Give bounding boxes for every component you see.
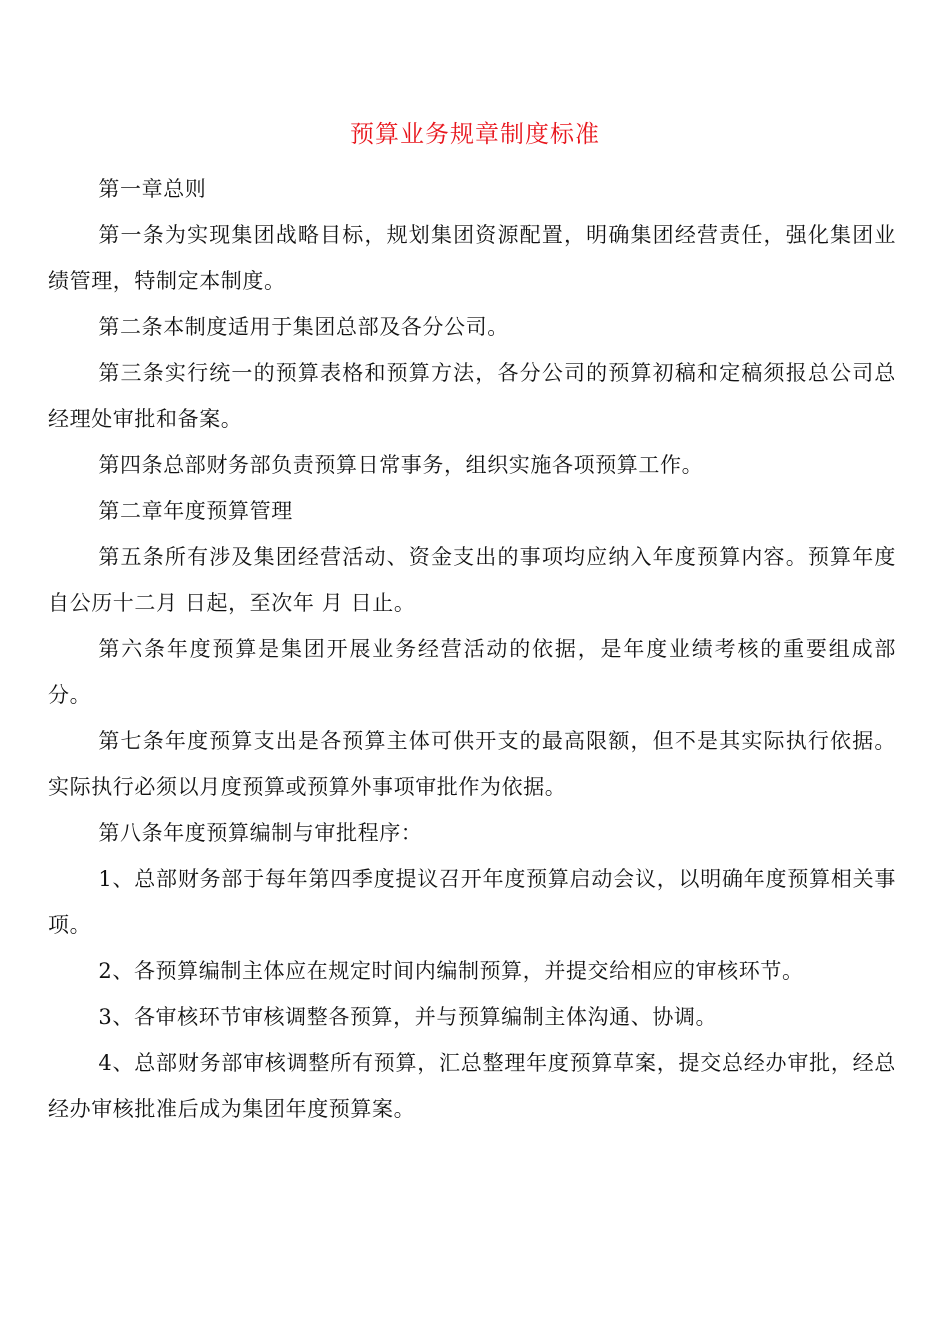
list-item: 3、各审核环节审核调整各预算，并与预算编制主体沟通、协调。: [98, 1005, 718, 1029]
article-paragraph: 第三条实行统一的预算表格和预算方法，各分公司的预算初稿和定稿须报总公司总经理处审批和备案。: [48, 361, 896, 431]
chapter-heading: 第一章总则: [98, 177, 207, 201]
list-item: 4、总部财务部审核调整所有预算，汇总整理年度预算草案，提交总经办审批，经总经办审核批准后成为集团年度预算案。: [48, 1051, 896, 1121]
chapter-heading: 第二章年度预算管理: [98, 499, 293, 523]
article-paragraph: 第八条年度预算编制与审批程序：: [98, 821, 423, 845]
article-paragraph: 第七条年度预算支出是各预算主体可供开支的最高限额，但不是其实际执行依据。实际执行必须以月度预算或预算外事项审批作为依据。: [48, 729, 896, 799]
article-paragraph: 第二条本制度适用于集团总部及各分公司。: [98, 315, 509, 339]
article-paragraph: 第六条年度预算是集团开展业务经营活动的依据，是年度业绩考核的重要组成部分。: [48, 637, 896, 707]
document-title: 预算业务规章制度标准: [350, 120, 600, 148]
list-item: 2、各预算编制主体应在规定时间内编制预算，并提交给相应的审核环节。: [98, 959, 804, 983]
article-paragraph: 第五条所有涉及集团经营活动、资金支出的事项均应纳入年度预算内容。预算年度自公历十二月 日起，至次年 月 日止。: [48, 545, 896, 615]
article-paragraph: 第一条为实现集团战略目标，规划集团资源配置，明确集团经营责任，强化集团业绩管理，特制定本制度。: [48, 223, 896, 293]
article-paragraph: 第四条总部财务部负责预算日常事务，组织实施各项预算工作。: [98, 453, 704, 477]
document-body: [48, 166, 896, 1132]
list-item: 1、总部财务部于每年第四季度提议召开年度预算启动会议，以明确年度预算相关事项。: [48, 867, 896, 937]
